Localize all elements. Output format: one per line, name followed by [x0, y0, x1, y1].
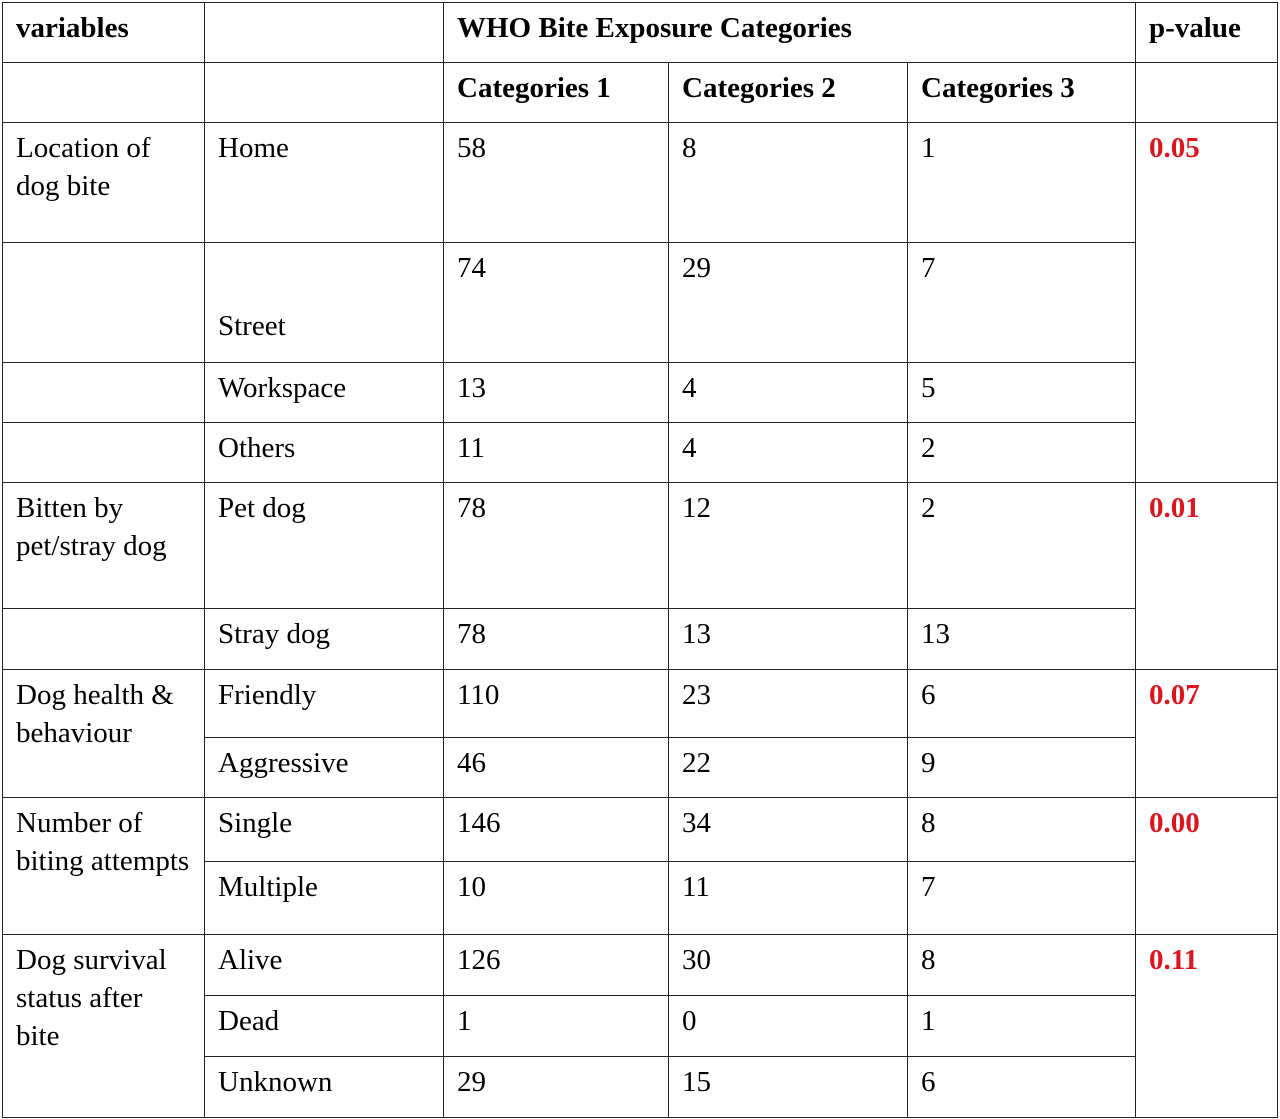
- row-label: Aggressive: [205, 738, 444, 798]
- header-blank: [205, 3, 444, 63]
- table-row: [3, 609, 1278, 670]
- variable-name: Location of dog bite: [3, 123, 205, 243]
- header-variables: variables: [3, 3, 205, 63]
- cell-category-3: 1: [908, 996, 1136, 1057]
- cell-category-3: 2: [908, 483, 1136, 609]
- cell-category-1: 110: [444, 670, 669, 738]
- table-row: [3, 243, 1278, 363]
- p-value: 0.07: [1136, 670, 1278, 798]
- variable-name: Bitten by pet/stray dog: [3, 483, 205, 609]
- row-label: Home: [205, 123, 444, 243]
- variable-name: Dog survival status after bite: [3, 935, 205, 1118]
- cell-category-2: 30: [669, 935, 908, 996]
- variable-name: Dog health & behaviour: [3, 670, 205, 798]
- header-category-2: Categories 2: [669, 63, 908, 123]
- table-row: [3, 670, 1278, 738]
- row-label: Others: [205, 423, 444, 483]
- cell-category-3: 2: [908, 423, 1136, 483]
- cell-category-1: 126: [444, 935, 669, 996]
- table-row: [3, 798, 1278, 862]
- header-blank: [205, 63, 444, 123]
- header-blank: [1136, 63, 1278, 123]
- cell-category-1: 1: [444, 996, 669, 1057]
- row-label: Single: [205, 798, 444, 862]
- header-p-value: p-value: [1136, 3, 1278, 63]
- cell-category-3: 1: [908, 123, 1136, 243]
- row-label: Pet dog: [205, 483, 444, 609]
- cell-category-1: 29: [444, 1057, 669, 1118]
- table-row: [3, 483, 1278, 609]
- row-label: Multiple: [205, 862, 444, 935]
- table-row: [3, 935, 1278, 996]
- row-label: Street: [205, 243, 444, 363]
- cell-category-2: 15: [669, 1057, 908, 1118]
- cell-category-2: 13: [669, 609, 908, 670]
- row-label: Stray dog: [205, 609, 444, 670]
- cell-category-3: 9: [908, 738, 1136, 798]
- cell-category-2: 12: [669, 483, 908, 609]
- cell-category-3: 13: [908, 609, 1136, 670]
- cell-category-1: 74: [444, 243, 669, 363]
- row-label: Friendly: [205, 670, 444, 738]
- cell-category-1: 146: [444, 798, 669, 862]
- cell-category-2: 11: [669, 862, 908, 935]
- cell-category-1: 13: [444, 363, 669, 423]
- header-category-1: Categories 1: [444, 63, 669, 123]
- cell-category-1: 10: [444, 862, 669, 935]
- row-label: Workspace: [205, 363, 444, 423]
- cell-category-3: 5: [908, 363, 1136, 423]
- header-row-1: [3, 3, 1278, 63]
- cell-category-1: 78: [444, 609, 669, 670]
- row-label: Dead: [205, 996, 444, 1057]
- variable-name-empty: [3, 243, 205, 363]
- table-row: [3, 123, 1278, 243]
- table-row: [3, 423, 1278, 483]
- header-who-categories: WHO Bite Exposure Categories: [444, 3, 1136, 63]
- cell-category-2: 8: [669, 123, 908, 243]
- p-value: 0.05: [1136, 123, 1278, 483]
- p-value: 0.00: [1136, 798, 1278, 935]
- cell-category-3: 6: [908, 670, 1136, 738]
- variable-name-empty: [3, 609, 205, 670]
- cell-category-2: 23: [669, 670, 908, 738]
- header-category-3: Categories 3: [908, 63, 1136, 123]
- header-row-2: [3, 63, 1278, 123]
- cell-category-2: 29: [669, 243, 908, 363]
- header-blank: [3, 63, 205, 123]
- cell-category-3: 6: [908, 1057, 1136, 1118]
- p-value: 0.01: [1136, 483, 1278, 670]
- cell-category-1: 46: [444, 738, 669, 798]
- cell-category-1: 78: [444, 483, 669, 609]
- row-label: Alive: [205, 935, 444, 996]
- variable-name-empty: [3, 423, 205, 483]
- cell-category-3: 8: [908, 798, 1136, 862]
- cell-category-3: 7: [908, 243, 1136, 363]
- cell-category-2: 22: [669, 738, 908, 798]
- cell-category-2: 0: [669, 996, 908, 1057]
- cell-category-1: 11: [444, 423, 669, 483]
- cell-category-2: 4: [669, 423, 908, 483]
- cell-category-2: 4: [669, 363, 908, 423]
- row-label: Unknown: [205, 1057, 444, 1118]
- cell-category-2: 34: [669, 798, 908, 862]
- variable-name-empty: [3, 363, 205, 423]
- cell-category-1: 58: [444, 123, 669, 243]
- cell-category-3: 7: [908, 862, 1136, 935]
- bite-exposure-table: [2, 2, 1278, 1118]
- p-value: 0.11: [1136, 935, 1278, 1118]
- variable-name: Number of biting attempts: [3, 798, 205, 935]
- cell-category-3: 8: [908, 935, 1136, 996]
- table-row: [3, 363, 1278, 423]
